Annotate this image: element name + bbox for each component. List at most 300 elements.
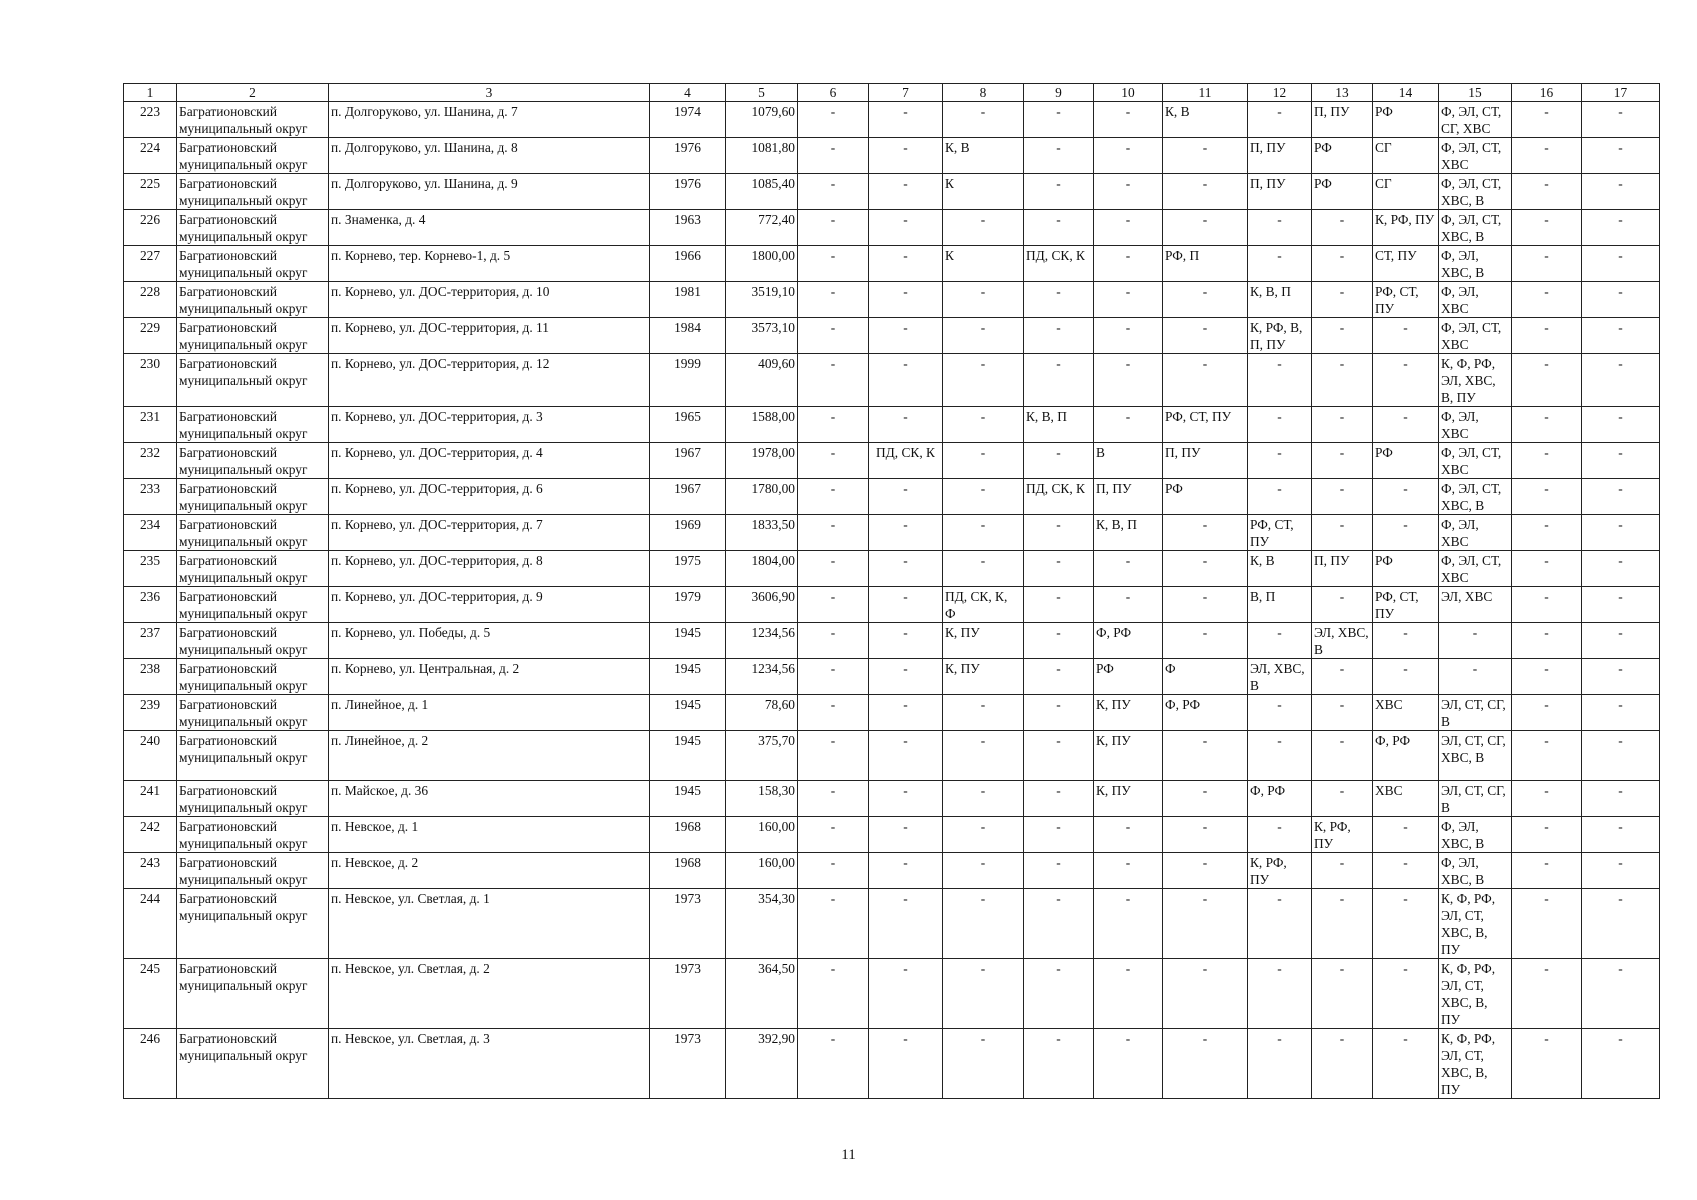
cell-year: 1963 <box>650 210 726 246</box>
cell-c11: - <box>1163 731 1248 781</box>
cell-c7: - <box>869 174 943 210</box>
cell-c7: ПД, СК, К <box>869 443 943 479</box>
table-row <box>124 174 1660 210</box>
cell-num: 228 <box>124 282 177 318</box>
cell-address: п. Долгоруково, ул. Шанина, д. 7 <box>329 102 650 138</box>
cell-c15: Ф, ЭЛ, ХВС, В <box>1439 853 1512 889</box>
page-number: 11 <box>841 1147 856 1163</box>
cell-c14: К, РФ, ПУ <box>1373 210 1439 246</box>
cell-c10: - <box>1094 354 1163 407</box>
cell-c17: - <box>1582 551 1660 587</box>
table-row <box>124 817 1660 853</box>
cell-c10: - <box>1094 407 1163 443</box>
table-row <box>124 659 1660 695</box>
cell-c17: - <box>1582 354 1660 407</box>
cell-c17: - <box>1582 1029 1660 1099</box>
cell-c10: - <box>1094 318 1163 354</box>
cell-district: Багратионовский муниципальный округ <box>177 889 329 959</box>
cell-year: 1965 <box>650 407 726 443</box>
cell-c17: - <box>1582 246 1660 282</box>
cell-c12: ЭЛ, ХВС, В <box>1248 659 1312 695</box>
cell-c6: - <box>798 102 869 138</box>
cell-c15: Ф, ЭЛ, СТ, ХВС, В <box>1439 210 1512 246</box>
cell-c6: - <box>798 246 869 282</box>
column-header: 17 <box>1582 84 1660 102</box>
cell-c13: - <box>1312 587 1373 623</box>
cell-num: 235 <box>124 551 177 587</box>
cell-c9: - <box>1024 102 1094 138</box>
cell-year: 1999 <box>650 354 726 407</box>
cell-c17: - <box>1582 479 1660 515</box>
cell-year: 1975 <box>650 551 726 587</box>
column-header: 6 <box>798 84 869 102</box>
cell-district: Багратионовский муниципальный округ <box>177 282 329 318</box>
cell-c7: - <box>869 695 943 731</box>
cell-address: п. Корнево, тер. Корнево-1, д. 5 <box>329 246 650 282</box>
cell-c15: Ф, ЭЛ, СТ, ХВС, В <box>1439 174 1512 210</box>
cell-district: Багратионовский муниципальный округ <box>177 407 329 443</box>
cell-c10: - <box>1094 853 1163 889</box>
cell-c10: - <box>1094 102 1163 138</box>
cell-c15: ЭЛ, СТ, СГ, В <box>1439 781 1512 817</box>
cell-c10: К, ПУ <box>1094 695 1163 731</box>
cell-address: п. Корнево, ул. ДОС-территория, д. 8 <box>329 551 650 587</box>
cell-c10: К, ПУ <box>1094 731 1163 781</box>
cell-area: 364,50 <box>726 959 798 1029</box>
cell-district: Багратионовский муниципальный округ <box>177 731 329 781</box>
cell-c11: - <box>1163 781 1248 817</box>
header-row <box>124 84 1660 102</box>
cell-area: 1588,00 <box>726 407 798 443</box>
cell-c16: - <box>1512 817 1582 853</box>
cell-c17: - <box>1582 102 1660 138</box>
cell-c15: Ф, ЭЛ, ХВС, В <box>1439 246 1512 282</box>
column-header: 3 <box>329 84 650 102</box>
cell-num: 224 <box>124 138 177 174</box>
cell-c8: - <box>943 282 1024 318</box>
cell-address: п. Невское, ул. Светлая, д. 1 <box>329 889 650 959</box>
cell-c17: - <box>1582 959 1660 1029</box>
cell-c12: - <box>1248 443 1312 479</box>
cell-c16: - <box>1512 443 1582 479</box>
cell-c15: Ф, ЭЛ, СТ, ХВС, В <box>1439 479 1512 515</box>
cell-district: Багратионовский муниципальный округ <box>177 1029 329 1099</box>
cell-c11: РФ, П <box>1163 246 1248 282</box>
cell-c9: - <box>1024 443 1094 479</box>
cell-c15: К, Ф, РФ, ЭЛ, СТ, ХВС, В, ПУ <box>1439 959 1512 1029</box>
column-header: 8 <box>943 84 1024 102</box>
cell-c11: - <box>1163 551 1248 587</box>
cell-c7: - <box>869 959 943 1029</box>
cell-c7: - <box>869 1029 943 1099</box>
cell-c9: - <box>1024 695 1094 731</box>
cell-district: Багратионовский муниципальный округ <box>177 246 329 282</box>
cell-c15: К, Ф, РФ, ЭЛ, ХВС, В, ПУ <box>1439 354 1512 407</box>
cell-c9: - <box>1024 174 1094 210</box>
cell-c15: К, Ф, РФ, ЭЛ, СТ, ХВС, В, ПУ <box>1439 889 1512 959</box>
cell-c16: - <box>1512 551 1582 587</box>
cell-c9: - <box>1024 551 1094 587</box>
cell-c12: П, ПУ <box>1248 138 1312 174</box>
table-row <box>124 246 1660 282</box>
cell-district: Багратионовский муниципальный округ <box>177 959 329 1029</box>
table-row <box>124 889 1660 959</box>
table-row <box>124 479 1660 515</box>
cell-c6: - <box>798 587 869 623</box>
cell-district: Багратионовский муниципальный округ <box>177 174 329 210</box>
cell-c12: - <box>1248 817 1312 853</box>
cell-c11: - <box>1163 853 1248 889</box>
cell-c12: - <box>1248 210 1312 246</box>
table-row <box>124 318 1660 354</box>
cell-c16: - <box>1512 102 1582 138</box>
table-row <box>124 959 1660 1029</box>
cell-district: Багратионовский муниципальный округ <box>177 102 329 138</box>
cell-c17: - <box>1582 282 1660 318</box>
cell-c11: К, В <box>1163 102 1248 138</box>
cell-c10: РФ <box>1094 659 1163 695</box>
cell-c6: - <box>798 210 869 246</box>
cell-c17: - <box>1582 659 1660 695</box>
cell-year: 1976 <box>650 138 726 174</box>
cell-c7: - <box>869 659 943 695</box>
cell-c6: - <box>798 781 869 817</box>
cell-c13: РФ <box>1312 138 1373 174</box>
cell-area: 1833,50 <box>726 515 798 551</box>
cell-c10: - <box>1094 138 1163 174</box>
housing-register-table <box>123 83 1660 1099</box>
cell-c8: - <box>943 1029 1024 1099</box>
cell-c7: - <box>869 889 943 959</box>
cell-c9: К, В, П <box>1024 407 1094 443</box>
cell-c10: К, ПУ <box>1094 781 1163 817</box>
cell-c15: Ф, ЭЛ, СТ, ХВС <box>1439 443 1512 479</box>
cell-c17: - <box>1582 817 1660 853</box>
cell-area: 1234,56 <box>726 623 798 659</box>
cell-c17: - <box>1582 174 1660 210</box>
cell-c8: - <box>943 695 1024 731</box>
cell-num: 238 <box>124 659 177 695</box>
cell-c17: - <box>1582 515 1660 551</box>
cell-address: п. Корнево, ул. ДОС-территория, д. 7 <box>329 515 650 551</box>
cell-c8: - <box>943 817 1024 853</box>
cell-c6: - <box>798 731 869 781</box>
table-row <box>124 731 1660 781</box>
cell-c14: СГ <box>1373 174 1439 210</box>
cell-c13: - <box>1312 1029 1373 1099</box>
cell-c11: - <box>1163 1029 1248 1099</box>
cell-c14: - <box>1373 853 1439 889</box>
cell-c12: П, ПУ <box>1248 174 1312 210</box>
cell-c17: - <box>1582 210 1660 246</box>
cell-c10: В <box>1094 443 1163 479</box>
cell-c9: - <box>1024 318 1094 354</box>
cell-c16: - <box>1512 318 1582 354</box>
cell-c12: - <box>1248 889 1312 959</box>
cell-district: Багратионовский муниципальный округ <box>177 623 329 659</box>
cell-c12: - <box>1248 731 1312 781</box>
cell-c11: - <box>1163 354 1248 407</box>
cell-c15: Ф, ЭЛ, ХВС, В <box>1439 817 1512 853</box>
column-header: 13 <box>1312 84 1373 102</box>
cell-area: 392,90 <box>726 1029 798 1099</box>
cell-c8: - <box>943 551 1024 587</box>
cell-c6: - <box>798 959 869 1029</box>
cell-c6: - <box>798 407 869 443</box>
cell-year: 1973 <box>650 959 726 1029</box>
cell-c8: - <box>943 102 1024 138</box>
cell-year: 1967 <box>650 443 726 479</box>
cell-c17: - <box>1582 443 1660 479</box>
cell-num: 226 <box>124 210 177 246</box>
cell-address: п. Майское, д. 36 <box>329 781 650 817</box>
cell-area: 1800,00 <box>726 246 798 282</box>
cell-year: 1969 <box>650 515 726 551</box>
cell-c14: - <box>1373 354 1439 407</box>
cell-address: п. Корнево, ул. ДОС-территория, д. 3 <box>329 407 650 443</box>
cell-c7: - <box>869 138 943 174</box>
cell-c13: - <box>1312 781 1373 817</box>
cell-c14: - <box>1373 623 1439 659</box>
cell-c13: - <box>1312 354 1373 407</box>
cell-district: Багратионовский муниципальный округ <box>177 443 329 479</box>
cell-address: п. Невское, д. 1 <box>329 817 650 853</box>
cell-c11: - <box>1163 515 1248 551</box>
cell-address: п. Корнево, ул. ДОС-территория, д. 12 <box>329 354 650 407</box>
cell-c6: - <box>798 354 869 407</box>
cell-year: 1973 <box>650 889 726 959</box>
cell-c8: К, ПУ <box>943 659 1024 695</box>
cell-area: 1804,00 <box>726 551 798 587</box>
cell-year: 1967 <box>650 479 726 515</box>
cell-c8: - <box>943 318 1024 354</box>
cell-c15: К, Ф, РФ, ЭЛ, СТ, ХВС, В, ПУ <box>1439 1029 1512 1099</box>
cell-num: 239 <box>124 695 177 731</box>
cell-year: 1945 <box>650 623 726 659</box>
cell-c14: РФ <box>1373 551 1439 587</box>
cell-c16: - <box>1512 515 1582 551</box>
cell-c15: Ф, ЭЛ, СТ, СГ, ХВС <box>1439 102 1512 138</box>
cell-c12: Ф, РФ <box>1248 781 1312 817</box>
cell-year: 1973 <box>650 1029 726 1099</box>
cell-c16: - <box>1512 174 1582 210</box>
cell-area: 3606,90 <box>726 587 798 623</box>
cell-c14: - <box>1373 659 1439 695</box>
cell-num: 240 <box>124 731 177 781</box>
cell-address: п. Корнево, ул. Победы, д. 5 <box>329 623 650 659</box>
cell-c9: - <box>1024 659 1094 695</box>
cell-c6: - <box>798 889 869 959</box>
cell-c8: - <box>943 210 1024 246</box>
cell-c10: - <box>1094 1029 1163 1099</box>
cell-c16: - <box>1512 282 1582 318</box>
cell-c8: - <box>943 853 1024 889</box>
cell-c8: К, ПУ <box>943 623 1024 659</box>
cell-num: 246 <box>124 1029 177 1099</box>
cell-c7: - <box>869 623 943 659</box>
cell-address: п. Корнево, ул. ДОС-территория, д. 4 <box>329 443 650 479</box>
cell-year: 1945 <box>650 781 726 817</box>
cell-c8: - <box>943 959 1024 1029</box>
cell-area: 772,40 <box>726 210 798 246</box>
cell-c12: - <box>1248 695 1312 731</box>
column-header: 4 <box>650 84 726 102</box>
column-header: 15 <box>1439 84 1512 102</box>
cell-c12: - <box>1248 1029 1312 1099</box>
table-row <box>124 407 1660 443</box>
cell-c14: - <box>1373 318 1439 354</box>
cell-c6: - <box>798 515 869 551</box>
cell-c15: ЭЛ, СТ, СГ, В <box>1439 695 1512 731</box>
column-header: 16 <box>1512 84 1582 102</box>
cell-c7: - <box>869 479 943 515</box>
table-row <box>124 443 1660 479</box>
cell-num: 237 <box>124 623 177 659</box>
cell-address: п. Невское, ул. Светлая, д. 3 <box>329 1029 650 1099</box>
cell-c17: - <box>1582 318 1660 354</box>
cell-c12: К, В, П <box>1248 282 1312 318</box>
cell-c17: - <box>1582 731 1660 781</box>
cell-c13: - <box>1312 695 1373 731</box>
cell-c16: - <box>1512 959 1582 1029</box>
cell-c16: - <box>1512 479 1582 515</box>
cell-c15: - <box>1439 623 1512 659</box>
cell-num: 242 <box>124 817 177 853</box>
cell-district: Багратионовский муниципальный округ <box>177 318 329 354</box>
cell-c12: РФ, СТ, ПУ <box>1248 515 1312 551</box>
table-row <box>124 781 1660 817</box>
cell-year: 1981 <box>650 282 726 318</box>
column-header: 10 <box>1094 84 1163 102</box>
cell-c13: РФ <box>1312 174 1373 210</box>
cell-district: Багратионовский муниципальный округ <box>177 781 329 817</box>
cell-c8: К, В <box>943 138 1024 174</box>
cell-area: 160,00 <box>726 853 798 889</box>
cell-c7: - <box>869 318 943 354</box>
cell-c14: - <box>1373 1029 1439 1099</box>
cell-c8: - <box>943 479 1024 515</box>
cell-address: п. Долгоруково, ул. Шанина, д. 8 <box>329 138 650 174</box>
cell-c13: П, ПУ <box>1312 102 1373 138</box>
cell-c9: - <box>1024 354 1094 407</box>
cell-district: Багратионовский муниципальный округ <box>177 515 329 551</box>
cell-year: 1968 <box>650 853 726 889</box>
cell-num: 245 <box>124 959 177 1029</box>
cell-district: Багратионовский муниципальный округ <box>177 138 329 174</box>
cell-c15: ЭЛ, СТ, СГ, ХВС, В <box>1439 731 1512 781</box>
cell-c11: - <box>1163 959 1248 1029</box>
cell-area: 78,60 <box>726 695 798 731</box>
cell-c16: - <box>1512 587 1582 623</box>
cell-c9: - <box>1024 210 1094 246</box>
cell-area: 158,30 <box>726 781 798 817</box>
cell-c6: - <box>798 443 869 479</box>
cell-c7: - <box>869 407 943 443</box>
column-header: 12 <box>1248 84 1312 102</box>
cell-c16: - <box>1512 781 1582 817</box>
cell-c7: - <box>869 731 943 781</box>
cell-c9: - <box>1024 623 1094 659</box>
cell-c7: - <box>869 515 943 551</box>
cell-c10: - <box>1094 889 1163 959</box>
cell-c15: ЭЛ, ХВС <box>1439 587 1512 623</box>
cell-num: 231 <box>124 407 177 443</box>
cell-year: 1979 <box>650 587 726 623</box>
cell-c9: - <box>1024 817 1094 853</box>
table-row <box>124 102 1660 138</box>
column-header: 11 <box>1163 84 1248 102</box>
cell-c17: - <box>1582 695 1660 731</box>
cell-c10: - <box>1094 817 1163 853</box>
cell-c6: - <box>798 623 869 659</box>
cell-c12: К, РФ, В, П, ПУ <box>1248 318 1312 354</box>
cell-c16: - <box>1512 659 1582 695</box>
cell-c10: - <box>1094 282 1163 318</box>
cell-c7: - <box>869 587 943 623</box>
cell-district: Багратионовский муниципальный округ <box>177 587 329 623</box>
cell-c12: - <box>1248 102 1312 138</box>
table-row <box>124 551 1660 587</box>
cell-year: 1945 <box>650 659 726 695</box>
cell-c16: - <box>1512 731 1582 781</box>
cell-c15: Ф, ЭЛ, ХВС <box>1439 407 1512 443</box>
cell-c6: - <box>798 138 869 174</box>
cell-area: 409,60 <box>726 354 798 407</box>
cell-num: 229 <box>124 318 177 354</box>
table-row <box>124 587 1660 623</box>
cell-c9: - <box>1024 515 1094 551</box>
cell-c14: - <box>1373 407 1439 443</box>
cell-c12: - <box>1248 959 1312 1029</box>
cell-c10: - <box>1094 246 1163 282</box>
cell-c7: - <box>869 551 943 587</box>
cell-c7: - <box>869 853 943 889</box>
table-body <box>124 102 1660 1099</box>
cell-c11: - <box>1163 210 1248 246</box>
cell-area: 1780,00 <box>726 479 798 515</box>
cell-c12: - <box>1248 407 1312 443</box>
cell-c10: - <box>1094 174 1163 210</box>
cell-c8: - <box>943 407 1024 443</box>
cell-c16: - <box>1512 623 1582 659</box>
cell-c14: ХВС <box>1373 781 1439 817</box>
cell-c11: П, ПУ <box>1163 443 1248 479</box>
cell-c6: - <box>798 551 869 587</box>
cell-address: п. Долгоруково, ул. Шанина, д. 9 <box>329 174 650 210</box>
cell-area: 160,00 <box>726 817 798 853</box>
cell-c13: - <box>1312 853 1373 889</box>
cell-c13: - <box>1312 479 1373 515</box>
cell-year: 1974 <box>650 102 726 138</box>
cell-c12: - <box>1248 354 1312 407</box>
cell-c17: - <box>1582 587 1660 623</box>
cell-c16: - <box>1512 354 1582 407</box>
cell-address: п. Знаменка, д. 4 <box>329 210 650 246</box>
cell-c16: - <box>1512 138 1582 174</box>
cell-c14: Ф, РФ <box>1373 731 1439 781</box>
table-row <box>124 1029 1660 1099</box>
cell-c17: - <box>1582 781 1660 817</box>
cell-c7: - <box>869 246 943 282</box>
table-row <box>124 282 1660 318</box>
cell-area: 375,70 <box>726 731 798 781</box>
cell-address: п. Линейное, д. 2 <box>329 731 650 781</box>
cell-address: п. Корнево, ул. ДОС-территория, д. 9 <box>329 587 650 623</box>
cell-c9: - <box>1024 138 1094 174</box>
cell-c14: ХВС <box>1373 695 1439 731</box>
column-header: 14 <box>1373 84 1439 102</box>
cell-c8: ПД, СК, К, Ф <box>943 587 1024 623</box>
